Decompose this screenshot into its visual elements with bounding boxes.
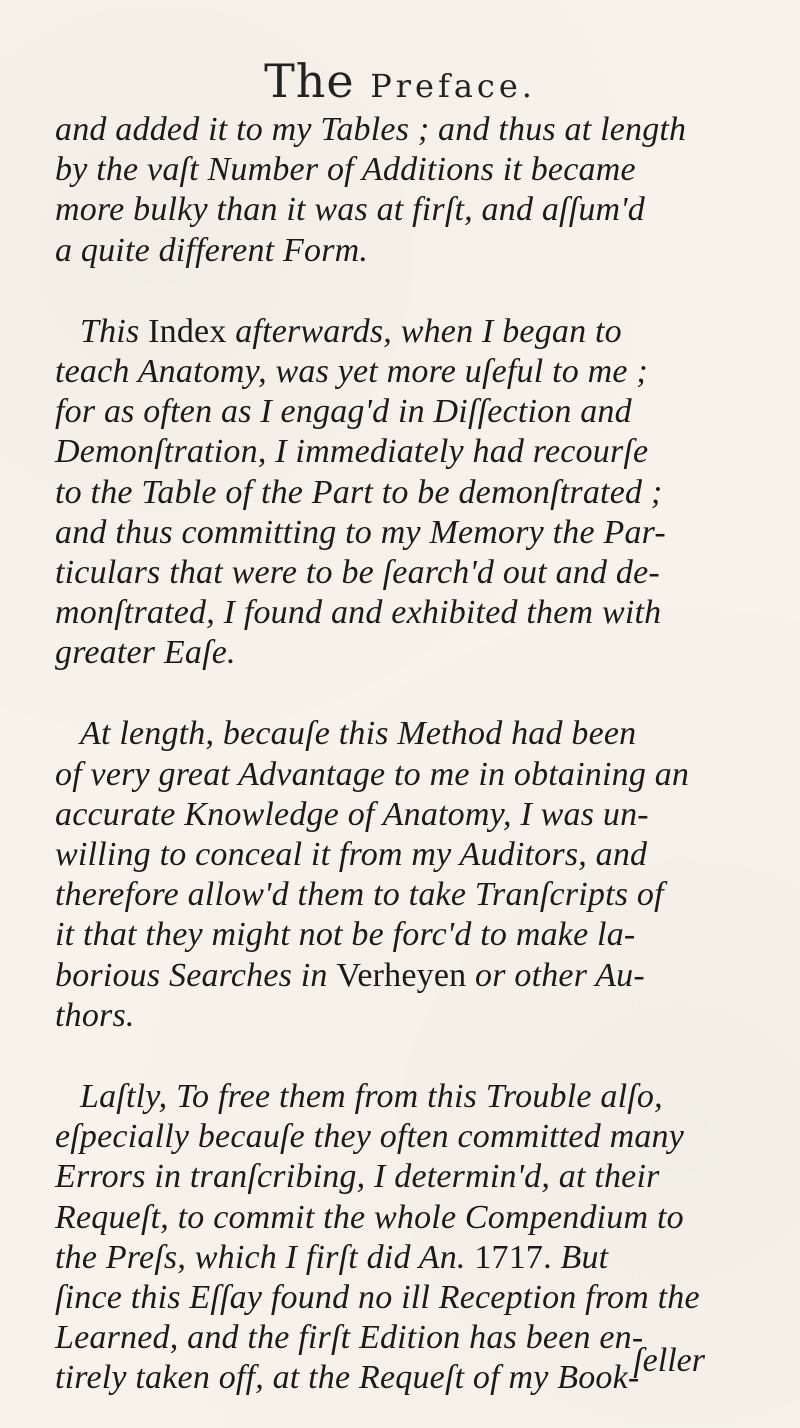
text-line: to the Table of the Part to be demonſtrated ; xyxy=(55,473,663,511)
line-pre: the Preſs, which I firſt did An. xyxy=(55,1238,466,1276)
text-line: thors. xyxy=(55,996,135,1034)
text-line: ticulars that were to be ſearch'd out and de- xyxy=(55,553,660,591)
text-line: accurate Knowledge of Anatomy, I was un- xyxy=(55,795,649,833)
year: 1717. xyxy=(474,1238,552,1276)
paragraph-gap xyxy=(55,673,765,714)
text-line: Learned, and the firſt Edition has been en- xyxy=(55,1319,644,1357)
text-line: willing to conceal it from my Auditors, and xyxy=(55,836,648,873)
catchword: ſeller xyxy=(633,1342,705,1379)
text-line: and thus committing to my Memory the Par- xyxy=(55,513,666,551)
text-line: of very great Advantage to me in obtaining an xyxy=(55,755,690,793)
text-line: eſpecially becauſe they often committed many xyxy=(55,1118,685,1156)
text-line: tirely taken off, at the Requeſt of my Book- xyxy=(55,1359,640,1397)
text-line: a quite different Form. xyxy=(55,231,369,269)
line-pre: borious Searches in xyxy=(55,956,328,994)
text-line: monſtrated, I found and exhibited them with xyxy=(55,594,662,632)
header-preface: Preface. xyxy=(370,67,536,105)
text-line: by the vaſt Number of Additions it became xyxy=(55,151,636,189)
author-name: Verheyen xyxy=(336,956,467,994)
text-line: teach Anatomy, was yet more uſeful to me ; xyxy=(55,352,648,390)
text-line: greater Eaſe. xyxy=(55,634,236,672)
running-header xyxy=(0,54,800,108)
paragraph-first-line xyxy=(55,312,765,352)
header-the: The xyxy=(264,54,355,108)
text-line-with-name xyxy=(55,956,765,996)
paragraph-gap xyxy=(55,1036,765,1077)
text-line: therefore allow'd them to take Tranſcripts of xyxy=(55,876,664,914)
line-post: or other Au- xyxy=(475,956,645,994)
paragraph-gap xyxy=(55,271,765,312)
text-line: it that they might not be forc'd to make la- xyxy=(55,916,636,954)
paragraph-first-line: At length, becauſe this Method had been xyxy=(80,715,637,753)
text-line: more bulky than it was at firſt, and aſſum'd xyxy=(55,191,645,229)
paragraph-first-line: Laſtly, To free them from this Trouble alſo, xyxy=(80,1077,663,1115)
first-word: This xyxy=(80,312,140,350)
text-line: Errors in tranſcribing, I determin'd, at their xyxy=(55,1158,660,1196)
text-line: ſince this Eſſay found no ill Reception from the xyxy=(55,1278,700,1316)
line-post: But xyxy=(560,1238,609,1276)
text-line: Requeſt, to commit the whole Compendium to xyxy=(55,1198,684,1236)
text-line: and added it to my Tables ; and thus at length xyxy=(55,111,687,148)
text-line: Demonſtration, I immediately had recourſe xyxy=(55,433,649,471)
text-line-with-year xyxy=(55,1238,765,1278)
text-line: for as often as I engag'd in Diſſection and xyxy=(55,393,632,431)
roman-word: Index xyxy=(148,312,227,350)
body-text xyxy=(55,110,765,1398)
line-rest: afterwards, when I began to xyxy=(235,312,622,350)
